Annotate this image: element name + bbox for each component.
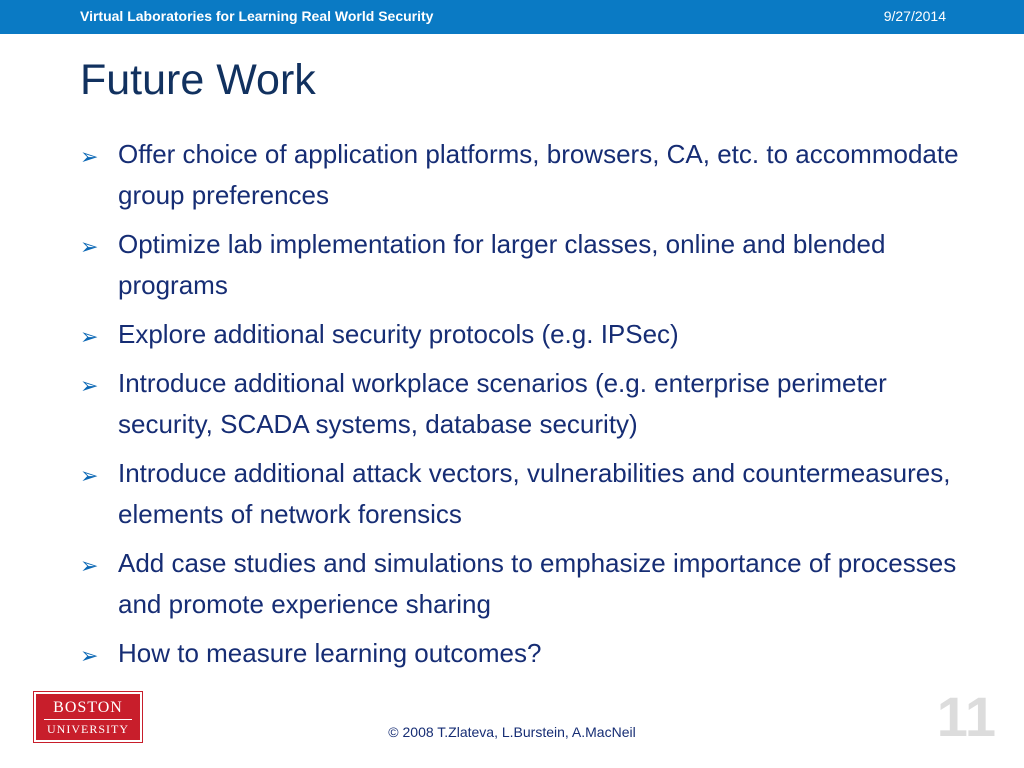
list-item <box>80 453 960 535</box>
bullet-list <box>80 134 960 682</box>
arrow-bullet-icon: ➢ <box>80 643 99 668</box>
list-item <box>80 363 960 445</box>
list-item <box>80 633 960 674</box>
slide-title: Future Work <box>80 56 316 104</box>
bullet-text: Optimize lab implementation for larger classes, online and blended programs <box>118 229 886 300</box>
arrow-bullet-icon: ➢ <box>80 463 99 488</box>
bullet-text: Explore additional security protocols (e.g. IPSec) <box>118 319 679 349</box>
arrow-bullet-icon: ➢ <box>80 373 99 398</box>
bullet-text: Add case studies and simulations to emphasize importance of processes and promote experience sharing <box>118 548 957 619</box>
arrow-bullet-icon: ➢ <box>80 144 99 169</box>
arrow-bullet-icon: ➢ <box>80 324 99 349</box>
logo-divider <box>44 719 132 720</box>
list-item <box>80 543 960 625</box>
bullet-text: Offer choice of application platforms, browsers, CA, etc. to accommodate group preferences <box>118 139 959 210</box>
bullet-text: Introduce additional attack vectors, vulnerabilities and countermeasures, elements of network forensics <box>118 458 951 529</box>
bullet-text: How to measure learning outcomes? <box>118 638 542 668</box>
header-bar <box>0 0 1024 34</box>
bullet-text: Introduce additional workplace scenarios (e.g. enterprise perimeter security, SCADA systems, database security) <box>118 368 887 439</box>
list-item <box>80 224 960 306</box>
page-number: 11 <box>936 685 996 748</box>
list-item <box>80 314 960 355</box>
slide-date: 9/27/2014 <box>883 8 946 24</box>
logo-line-2: UNIVERSITY <box>47 722 129 736</box>
presentation-title: Virtual Laboratories for Learning Real World Security <box>80 8 434 24</box>
logo-line-1: BOSTON <box>53 699 123 716</box>
arrow-bullet-icon: ➢ <box>80 234 99 259</box>
copyright-footer: © 2008 T.Zlateva, L.Burstein, A.MacNeil <box>388 724 636 740</box>
arrow-bullet-icon: ➢ <box>80 553 99 578</box>
list-item <box>80 134 960 216</box>
